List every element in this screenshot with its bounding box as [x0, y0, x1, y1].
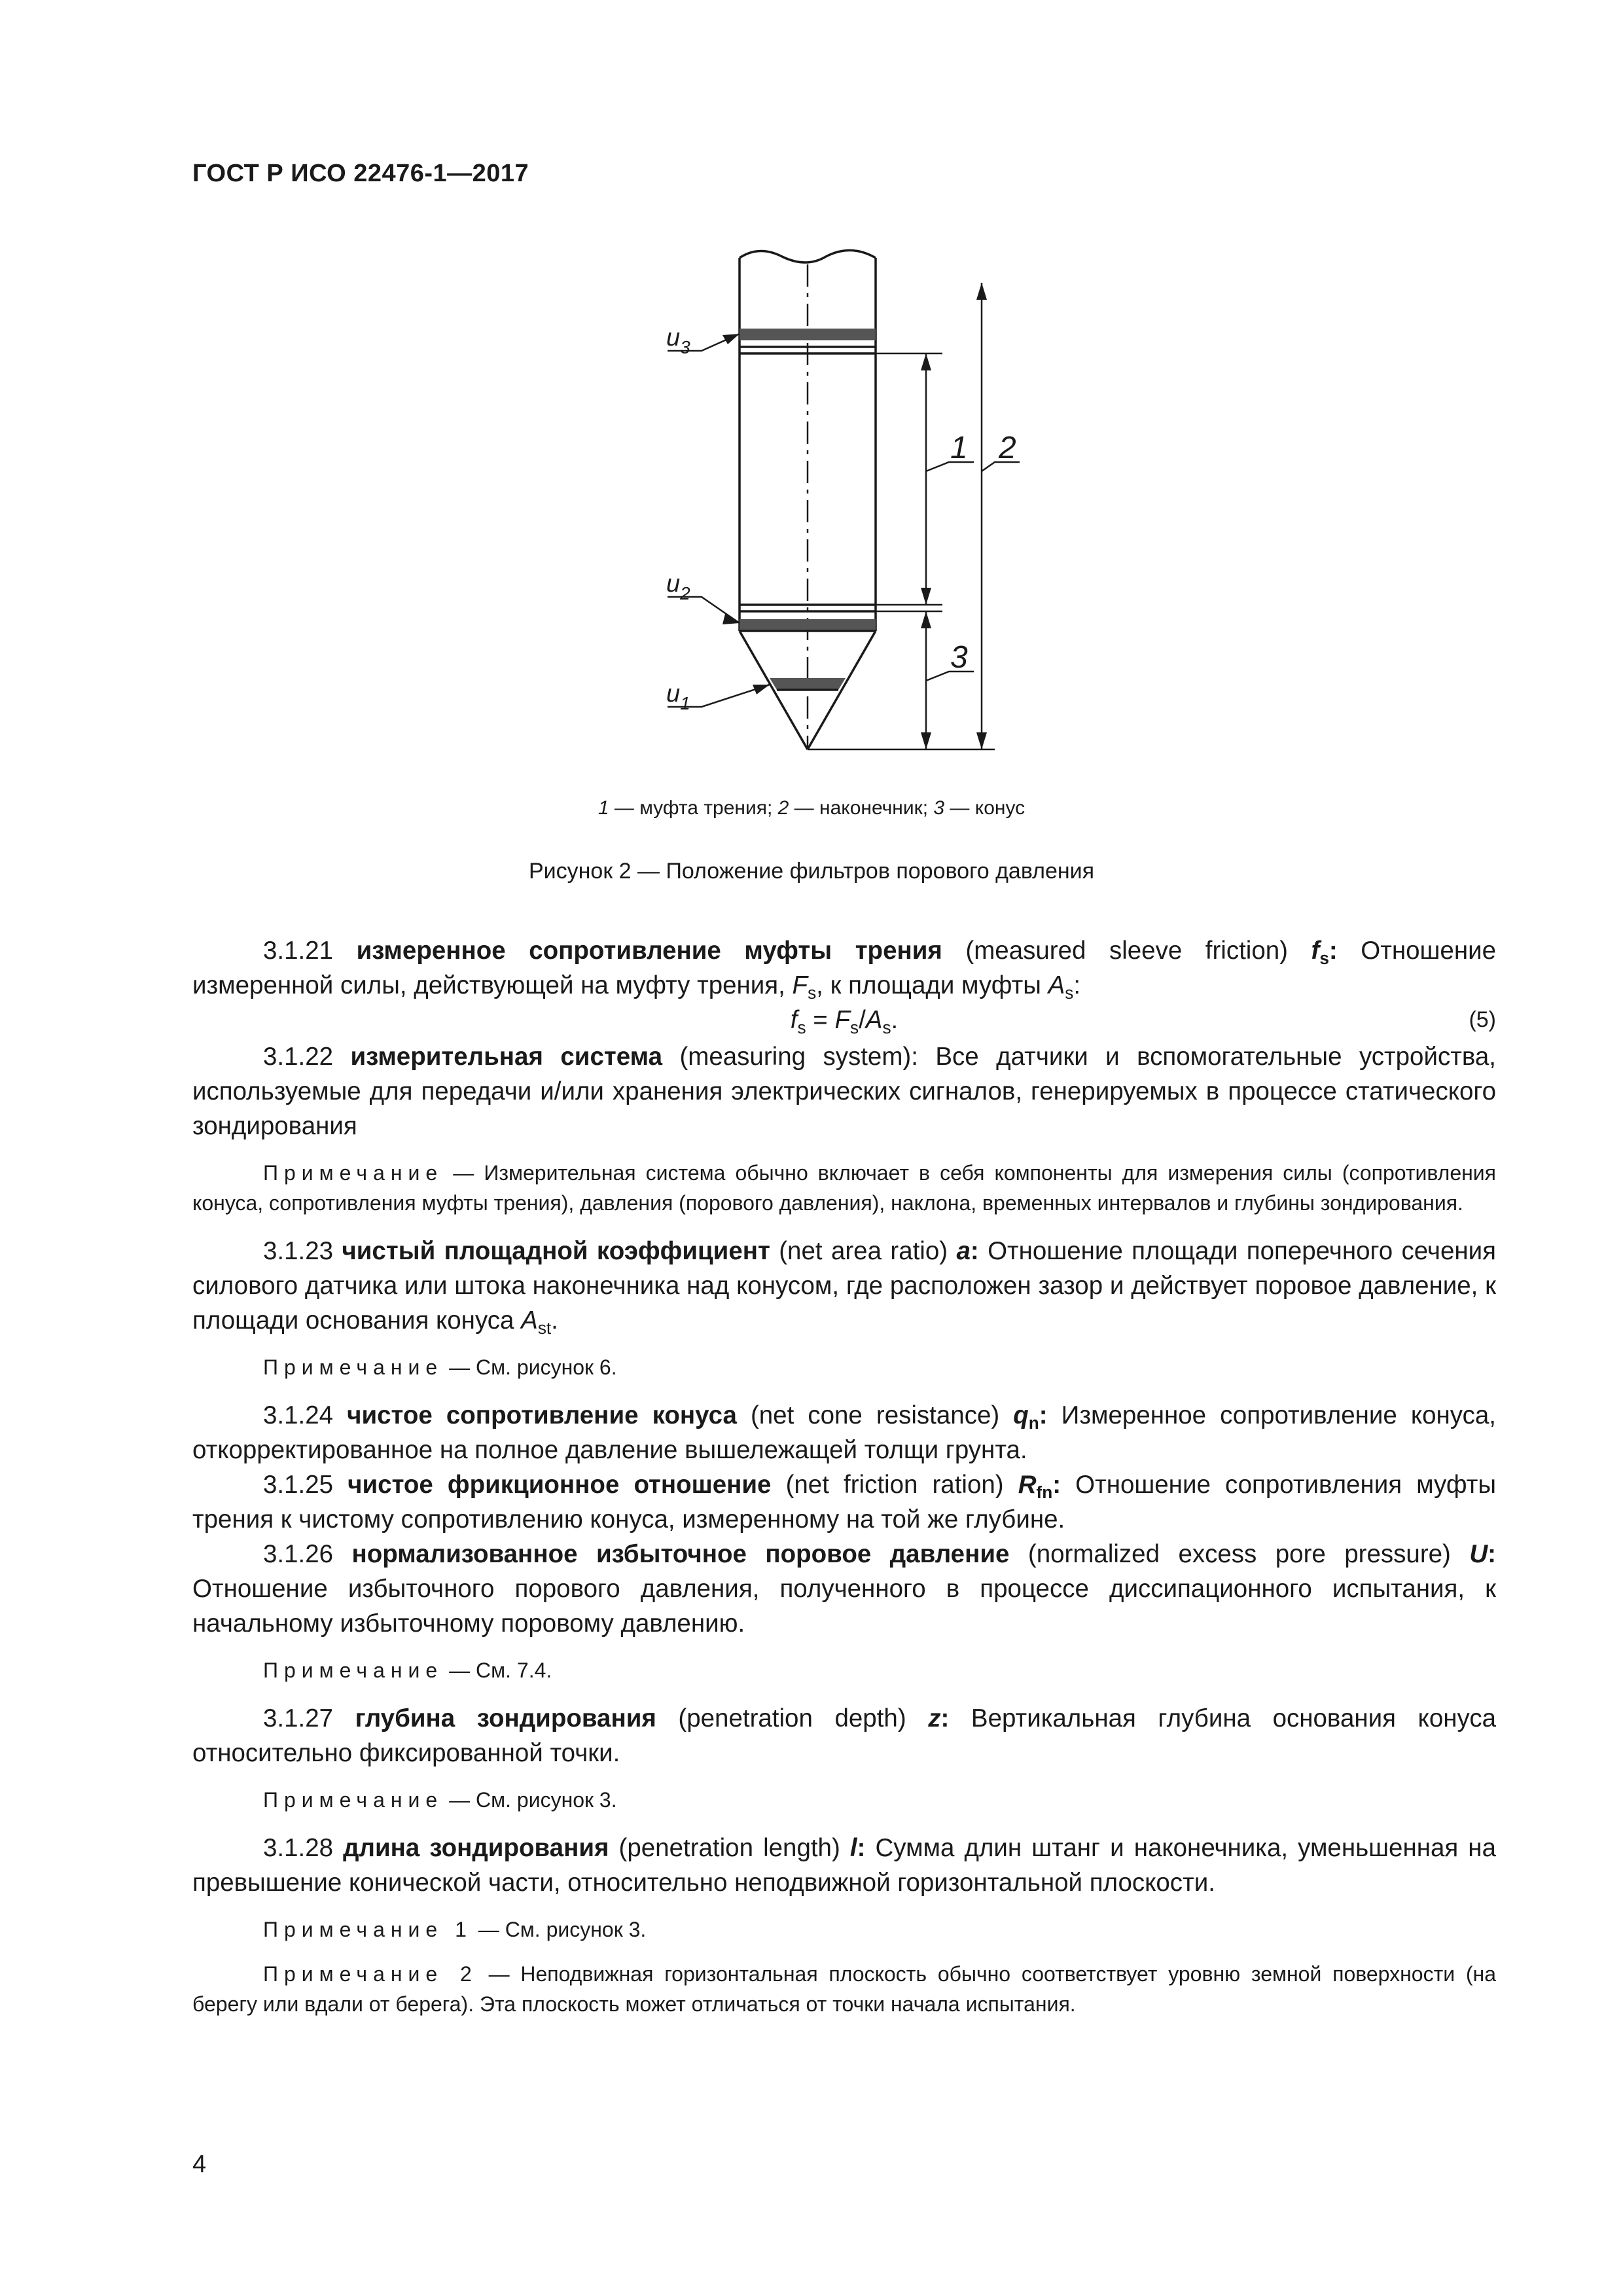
filter-u2	[740, 619, 876, 631]
formula-number: (5)	[1469, 1007, 1496, 1032]
label-dim-2: 2	[999, 431, 1016, 465]
filter-u1	[770, 678, 846, 690]
definition-3-1-27: 3.1.27 глубина зондирования (penetration depth) z: Вертикальная глубина основания конуса относительно фиксированной точки.	[192, 1704, 1496, 1767]
page-number: 4	[192, 2151, 207, 2178]
definition-3-1-23: 3.1.23 чистый площадной коэффициент (net area ratio) a: Отношение площади поперечного сечения силового датчика или штока наконечника над конусом, где расположен зазор и действует поровое давление, к площади основания конуса $A_{st}$.	[192, 1237, 1496, 1338]
note-3-1-22: Примечание — Измерительная система обычно включает в себя компоненты для измерения силы (сопротивления конуса, сопротивления муфты трения), давления (порового давления), наклона, временных интервалов и глубины зондирования.	[192, 1161, 1496, 1215]
formula-5: $f_s = F_s/A_s$. (5)	[192, 1003, 1496, 1039]
break-line	[740, 250, 876, 262]
definition-3-1-28: 3.1.28 длина зондирования (penetration length) l: Сумма длин штанг и наконечника, уменьшенная на превышение конической части, относительно неподвижной горизонтальной плоскости.	[192, 1834, 1496, 1897]
note-3-1-23: Примечание — См. рисунок 6.	[263, 1355, 617, 1379]
definition-3-1-21: 3.1.21 измеренное сопротивление муфты трения (measured sleeve friction) $f_s$: Отношение измеренной силы, действующей на муфту трения, $F_s$, к площади муфты $A_s$:	[192, 937, 1496, 1003]
figure-caption: Рисунок 2 — Положение фильтров порового давления	[528, 859, 1095, 884]
definition-3-1-25: 3.1.25 чистое фрикционное отношение (net friction ration) $R_{fn}$: Отношение сопротивления муфты трения к чистому сопротивлению конуса, измеренному на той же глубине.	[192, 1471, 1497, 1534]
note-2-3-1-28: Примечание 2 — Неподвижная горизонтальная плоскость обычно соответствует уровню земной поверхности (на берегу или вдали от берега). Эта плоскость может отличаться от точки начала испытания.	[192, 1962, 1497, 2016]
label-u2: $u_2$	[666, 570, 690, 603]
note-3-1-26: Примечание — См. 7.4.	[263, 1659, 552, 1682]
note-3-1-27: Примечание — См. рисунок 3.	[263, 1788, 617, 1812]
filter-u3	[740, 329, 876, 340]
note-1-3-1-28: Примечание 1 — См. рисунок 3.	[263, 1918, 647, 1941]
figure-legend: 1 — муфта трения; 2 — наконечник; 3 — конус	[597, 797, 1026, 819]
label-u3: $u_3$	[666, 324, 690, 357]
definition-3-1-22: 3.1.22 измерительная система (measuring system): Все датчики и вспомогательные устройства, используемые для передачи и/или хранения электрических сигналов, генерируемых в процессе статического зондирования	[192, 1043, 1496, 1140]
label-dim-3: 3	[950, 640, 968, 675]
definition-3-1-26: 3.1.26 нормализованное избыточное поровое давление (normalized excess pore pressure) U: Отношение избыточного порового давления, полученного в процессе диссипационного испытания, к начальному избыточному поровому давлению.	[192, 1540, 1496, 1638]
document-header: ГОСТ Р ИСО 22476-1—2017	[192, 160, 529, 187]
penetrometer-figure	[0, 0, 1623, 818]
label-dim-1: 1	[950, 431, 968, 465]
document-body	[192, 933, 1496, 2019]
definition-3-1-24: 3.1.24 чистое сопротивление конуса (net cone resistance) $q_n$: Измеренное сопротивление конуса, откорректированное на полное давление вышележащей толщи грунта.	[192, 1401, 1496, 1464]
label-u1: $u_1$	[666, 680, 690, 713]
